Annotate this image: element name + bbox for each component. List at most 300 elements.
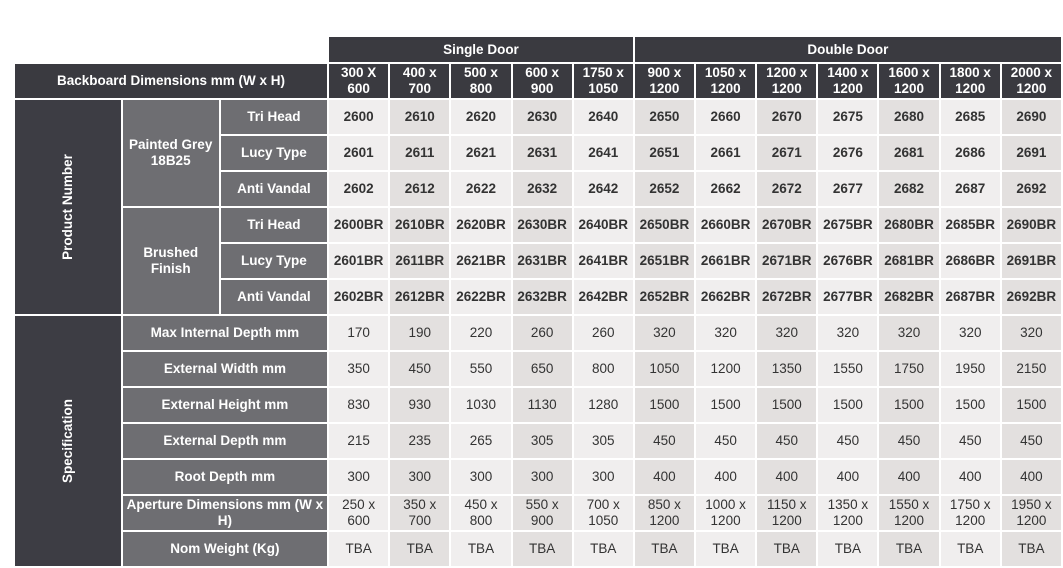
specification-cell	[879, 532, 938, 566]
specification-value: 1500	[832, 397, 863, 412]
specification-cell	[574, 352, 633, 386]
specification-cell	[941, 424, 1000, 458]
specification-cell	[451, 496, 510, 530]
finish-group-line: 18B25	[150, 153, 191, 168]
specification-cell	[635, 388, 694, 422]
product-number-cell: 2640	[574, 100, 633, 134]
dimension-line: 300 X	[341, 65, 377, 80]
specification-value: 450	[653, 433, 676, 448]
product-type-label: Anti Vandal	[221, 172, 327, 206]
dimension-line: 1200	[832, 81, 863, 96]
specification-row	[15, 496, 1061, 530]
finish-group-label	[123, 208, 219, 314]
specification-value: 1200	[649, 513, 680, 528]
product-type-label: Anti Vandal	[221, 280, 327, 314]
product-number-cell: 2630	[513, 100, 572, 134]
specification-value: 1200	[771, 513, 802, 528]
product-number-cell: 2612	[390, 172, 449, 206]
specification-value: 320	[653, 325, 676, 340]
product-number-cell: 2602	[329, 172, 388, 206]
specification-value: 250 x	[342, 497, 376, 512]
product-number-cell: 2650BR	[635, 208, 694, 242]
product-number-cell: 2622	[451, 172, 510, 206]
product-number-cell: 2670	[757, 100, 816, 134]
specification-value: 265	[469, 433, 493, 448]
specification-cell	[696, 316, 755, 350]
product-number-cell: 2620BR	[451, 208, 510, 242]
specification-value: 830	[347, 397, 370, 412]
specification-cell	[818, 496, 877, 530]
product-number-cell: 2685	[941, 100, 1000, 134]
specification-value: TBA	[406, 541, 433, 556]
specification-value: 400	[958, 469, 982, 484]
specification-cell	[757, 316, 816, 350]
specification-value: 1350 x	[827, 497, 869, 512]
product-number-cell: 2691	[1002, 136, 1061, 170]
product-number-cell: 2650	[635, 100, 694, 134]
specification-value: 320	[836, 325, 860, 340]
product-number-cell: 2641	[574, 136, 633, 170]
specification-value: 930	[408, 397, 432, 412]
product-number-cell: 2690	[1002, 100, 1061, 134]
specification-cell	[513, 496, 572, 530]
specification-cell	[574, 388, 633, 422]
specification-cell	[941, 316, 1000, 350]
product-number-cell: 2661BR	[696, 244, 755, 278]
product-number-cell: 2641BR	[574, 244, 633, 278]
specification-value: 1200	[710, 513, 741, 528]
product-number-cell: 2631	[513, 136, 572, 170]
specification-cell	[879, 316, 938, 350]
product-number-cell: 2630BR	[513, 208, 572, 242]
specification-label: Nom Weight (Kg)	[123, 532, 327, 566]
product-number-cell: 2660	[696, 100, 755, 134]
specification-value: 300	[592, 469, 615, 484]
product-number-cell: 2652	[635, 172, 694, 206]
dimension-line: 1400 x	[827, 65, 869, 80]
specification-value: 400	[714, 469, 737, 484]
specification-cell	[879, 388, 938, 422]
specification-cell	[818, 532, 877, 566]
specification-value: TBA	[590, 541, 617, 556]
specification-cell	[451, 532, 510, 566]
product-number-cell: 2601	[329, 136, 388, 170]
specification-cell	[941, 532, 1000, 566]
product-number-cell: 2680BR	[879, 208, 938, 242]
dimension-line: 600 x	[525, 65, 559, 80]
specification-value: 450	[897, 433, 921, 448]
finish-group-label	[123, 100, 219, 206]
specification-value: 320	[775, 325, 798, 340]
product-number-label-text: Product Number	[59, 154, 75, 260]
product-number-cell: 2680	[879, 100, 938, 134]
specification-value: 450	[714, 433, 737, 448]
dimension-header-cell	[574, 64, 633, 98]
product-number-cell: 2610BR	[390, 208, 449, 242]
specification-value: 300	[469, 469, 493, 484]
specification-cell	[329, 532, 388, 566]
specification-value: TBA	[345, 541, 372, 556]
specification-value: 450 x	[464, 497, 498, 512]
specification-cell	[635, 352, 694, 386]
dimension-line: 1750 x	[582, 65, 624, 80]
specification-value: 1500	[1016, 397, 1047, 412]
product-number-cell: 2631BR	[513, 244, 572, 278]
specification-value: 1500	[894, 397, 925, 412]
product-number-cell: 2672	[757, 172, 816, 206]
specification-cell	[879, 460, 938, 494]
finish-group-line: Finish	[150, 261, 191, 276]
specification-value: 300	[408, 469, 432, 484]
product-number-cell: 2681BR	[879, 244, 938, 278]
specification-value: 320	[958, 325, 982, 340]
specification-cell	[757, 496, 816, 530]
specification-label: External Depth mm	[123, 424, 327, 458]
product-row	[15, 208, 1061, 242]
specification-value: 1280	[588, 397, 619, 412]
specification-value: 320	[714, 325, 737, 340]
dimension-line: 700	[408, 81, 432, 96]
dimension-line: 900 x	[647, 65, 682, 80]
specification-value: 800	[469, 513, 493, 528]
specification-cell	[513, 352, 572, 386]
product-type-label: Tri Head	[221, 100, 327, 134]
specification-value: 1200	[894, 513, 925, 528]
specification-value: 1350	[771, 361, 802, 376]
specification-cell	[757, 424, 816, 458]
specification-cell	[513, 388, 572, 422]
product-number-cell: 2690BR	[1002, 208, 1061, 242]
product-number-cell: 2622BR	[451, 280, 510, 314]
product-number-cell: 2640BR	[574, 208, 633, 242]
dimension-line: 900	[530, 81, 554, 96]
dimension-header-cell	[757, 64, 816, 98]
specification-value: 450	[408, 361, 432, 376]
specification-cell	[329, 424, 388, 458]
product-number-cell: 2662BR	[696, 280, 755, 314]
specification-cell	[390, 496, 449, 530]
specification-value: 300	[347, 469, 370, 484]
dimension-line: 1200	[710, 81, 741, 96]
product-number-cell: 2677BR	[818, 280, 877, 314]
specification-cell	[879, 496, 938, 530]
specification-value: 1030	[465, 397, 496, 412]
specification-cell	[513, 316, 572, 350]
dimension-line: 1050	[588, 81, 619, 96]
specification-cell	[818, 460, 877, 494]
specification-cell	[329, 352, 388, 386]
product-number-cell: 2600	[329, 100, 388, 134]
dimension-header-cell	[941, 64, 1000, 98]
product-number-cell: 2687BR	[941, 280, 1000, 314]
specification-value: 450	[958, 433, 982, 448]
specification-value: 1500	[771, 397, 802, 412]
specification-value: 450	[1020, 433, 1043, 448]
product-number-cell: 2611BR	[390, 244, 449, 278]
product-type-label: Tri Head	[221, 208, 327, 242]
specification-cell	[696, 352, 755, 386]
specification-value: 400	[836, 469, 860, 484]
specification-value: 1130	[527, 397, 557, 412]
specification-value: 1200	[1016, 513, 1047, 528]
product-number-cell: 2652BR	[635, 280, 694, 314]
specification-value: 1200	[832, 513, 863, 528]
specification-cell	[1002, 460, 1061, 494]
specification-cell	[574, 424, 633, 458]
specification-value: 1050	[649, 361, 680, 376]
specification-value: 260	[530, 325, 554, 340]
product-number-cell: 2691BR	[1002, 244, 1061, 278]
dimension-line: 1200	[771, 81, 802, 96]
product-number-cell: 2600BR	[329, 208, 388, 242]
specification-label: External Height mm	[123, 388, 327, 422]
dimension-line: 600	[347, 81, 370, 96]
specification-cell	[390, 532, 449, 566]
specification-cell	[574, 496, 633, 530]
dimension-line: 500 x	[464, 65, 498, 80]
specification-cell	[818, 388, 877, 422]
specification-value: TBA	[651, 541, 678, 556]
product-number-cell: 2662	[696, 172, 755, 206]
dimension-header-cell	[879, 64, 938, 98]
finish-group-line: Painted Grey	[129, 137, 213, 152]
specification-value: 305	[592, 433, 615, 448]
specification-value: 450	[775, 433, 798, 448]
product-number-cell: 2660BR	[696, 208, 755, 242]
specification-value: 215	[347, 433, 370, 448]
specification-value: 400	[1020, 469, 1043, 484]
dimension-line: 2000 x	[1010, 65, 1053, 80]
specification-row	[15, 532, 1061, 566]
specification-cell	[757, 352, 816, 386]
dimension-header-cell	[818, 64, 877, 98]
specification-value: 1500	[955, 397, 986, 412]
specification-cell	[390, 316, 449, 350]
specification-cell	[696, 460, 755, 494]
specification-value: TBA	[895, 541, 923, 556]
specification-value: 1200	[955, 513, 986, 528]
specification-value: 850 x	[647, 497, 681, 512]
specification-cell	[635, 424, 694, 458]
specification-value: 1200	[710, 361, 741, 376]
product-number-cell: 2602BR	[329, 280, 388, 314]
specification-row	[15, 388, 1061, 422]
specification-cell	[329, 316, 388, 350]
specification-cell	[1002, 388, 1061, 422]
specification-cell	[451, 460, 510, 494]
specification-value: TBA	[773, 541, 800, 556]
specification-cell	[818, 424, 877, 458]
specification-section-label	[15, 316, 121, 566]
specification-value: 450	[836, 433, 860, 448]
product-number-cell: 2692	[1002, 172, 1061, 206]
specification-value: 320	[897, 325, 921, 340]
specification-cell	[635, 460, 694, 494]
product-row	[15, 100, 1061, 134]
dimension-line: 800	[469, 81, 493, 96]
specification-cell	[513, 460, 572, 494]
dimension-line: 1800 x	[949, 65, 991, 80]
specification-value: 1500	[710, 397, 741, 412]
specification-cell	[451, 352, 510, 386]
dimension-line: 1050 x	[704, 65, 747, 80]
product-number-cell: 2675	[818, 100, 877, 134]
dimension-line: 1200 x	[766, 65, 808, 80]
specification-label: Root Depth mm	[123, 460, 327, 494]
specification-cell	[574, 460, 633, 494]
specification-cell	[941, 460, 1000, 494]
specification-cell	[696, 424, 755, 458]
specification-value: 1550	[832, 361, 863, 376]
product-number-cell: 2681	[879, 136, 938, 170]
specification-value: 235	[408, 433, 432, 448]
specification-cell	[941, 496, 1000, 530]
specification-cell	[635, 532, 694, 566]
specification-label-text: Specification	[59, 398, 75, 484]
specification-cell	[390, 460, 449, 494]
specification-value: 1550 x	[888, 497, 930, 512]
specification-table	[13, 35, 1063, 568]
specification-row	[15, 424, 1061, 458]
dimension-header-cell	[329, 64, 388, 98]
product-number-cell: 2642BR	[574, 280, 633, 314]
specification-value: TBA	[712, 541, 739, 556]
product-number-cell: 2621	[451, 136, 510, 170]
specification-value: 350	[347, 361, 370, 376]
product-number-cell: 2621BR	[451, 244, 510, 278]
product-number-cell: 2677	[818, 172, 877, 206]
specification-cell	[941, 388, 1000, 422]
specification-value: 190	[408, 325, 432, 340]
specification-cell	[1002, 532, 1061, 566]
product-number-cell: 2601BR	[329, 244, 388, 278]
specification-cell	[818, 316, 877, 350]
specification-cell	[329, 460, 388, 494]
specification-value: 1050	[588, 513, 619, 528]
dimension-header-cell	[513, 64, 572, 98]
backboard-dimensions-row	[15, 64, 1061, 98]
specification-label: Max Internal Depth mm	[123, 316, 327, 350]
specification-cell	[574, 316, 633, 350]
specification-value: 400	[775, 469, 798, 484]
specification-value: TBA	[1018, 541, 1045, 556]
specification-value: 1750 x	[949, 497, 991, 512]
product-number-cell: 2686	[941, 136, 1000, 170]
specification-cell	[879, 424, 938, 458]
specification-cell	[696, 496, 755, 530]
specification-row	[15, 316, 1061, 350]
specification-value: 2150	[1016, 361, 1047, 376]
specification-cell	[757, 532, 816, 566]
specification-value: 260	[592, 325, 615, 340]
product-number-cell: 2682BR	[879, 280, 938, 314]
product-number-cell: 2632BR	[513, 280, 572, 314]
specification-value: 600	[347, 513, 370, 528]
product-number-cell: 2671	[757, 136, 816, 170]
specification-cell	[513, 424, 572, 458]
specification-cell	[1002, 496, 1061, 530]
product-number-cell: 2686BR	[941, 244, 1000, 278]
specification-cell	[513, 532, 572, 566]
specification-cell	[574, 532, 633, 566]
product-number-cell: 2692BR	[1002, 280, 1061, 314]
specification-cell	[818, 352, 877, 386]
specification-row	[15, 460, 1061, 494]
product-number-cell: 2651BR	[635, 244, 694, 278]
specification-value: 300	[530, 469, 554, 484]
dimension-header-cell	[1002, 64, 1061, 98]
dimension-line: 1200	[649, 81, 680, 96]
double-door-header: Double Door	[635, 37, 1061, 62]
product-number-cell: 2685BR	[941, 208, 1000, 242]
specification-cell	[696, 532, 755, 566]
specification-value: 305	[530, 433, 554, 448]
dimension-header-cell	[451, 64, 510, 98]
specification-value: 400	[653, 469, 676, 484]
product-number-cell: 2651	[635, 136, 694, 170]
specification-cell	[1002, 352, 1061, 386]
product-number-section-label	[15, 100, 121, 314]
specification-cell	[390, 424, 449, 458]
product-number-cell: 2687	[941, 172, 1000, 206]
specification-cell	[451, 424, 510, 458]
specification-value: 900	[530, 513, 554, 528]
dimension-header-cell	[390, 64, 449, 98]
specification-cell	[635, 316, 694, 350]
specification-cell	[451, 388, 510, 422]
specification-cell	[451, 316, 510, 350]
product-number-cell: 2682	[879, 172, 938, 206]
dimension-line: 400 x	[402, 65, 437, 80]
specification-value: 1500	[649, 397, 680, 412]
specification-cell	[635, 496, 694, 530]
single-door-header: Single Door	[329, 37, 633, 62]
specification-cell	[390, 352, 449, 386]
specification-cell	[757, 388, 816, 422]
specification-cell	[390, 388, 449, 422]
specification-value: 220	[469, 325, 493, 340]
product-number-cell: 2642	[574, 172, 633, 206]
product-number-cell: 2670BR	[757, 208, 816, 242]
product-number-cell: 2632	[513, 172, 572, 206]
specification-value: 650	[530, 361, 554, 376]
product-number-cell: 2675BR	[818, 208, 877, 242]
specification-value: 1950 x	[1011, 497, 1052, 512]
specification-label: External Width mm	[123, 352, 327, 386]
specification-value: TBA	[957, 541, 984, 556]
specification-value: TBA	[467, 541, 495, 556]
specification-cell	[941, 352, 1000, 386]
door-type-header-row	[15, 37, 1061, 62]
product-type-label: Lucy Type	[221, 244, 327, 278]
product-number-cell: 2676BR	[818, 244, 877, 278]
specification-cell	[329, 496, 388, 530]
specification-value: 1950	[955, 361, 986, 376]
product-number-cell: 2612BR	[390, 280, 449, 314]
product-type-label: Lucy Type	[221, 136, 327, 170]
specification-value: 700	[408, 513, 432, 528]
specification-value: 400	[897, 469, 921, 484]
dimension-line: 1200	[894, 81, 925, 96]
backboard-dimensions-title: Backboard Dimensions mm (W x H)	[15, 64, 327, 98]
specification-cell	[329, 388, 388, 422]
product-number-cell: 2610	[390, 100, 449, 134]
dimension-line: 1200	[1016, 81, 1047, 96]
specification-value: 350 x	[403, 497, 437, 512]
finish-group-line: Brushed	[143, 245, 199, 260]
product-number-cell: 2661	[696, 136, 755, 170]
specification-cell	[879, 352, 938, 386]
